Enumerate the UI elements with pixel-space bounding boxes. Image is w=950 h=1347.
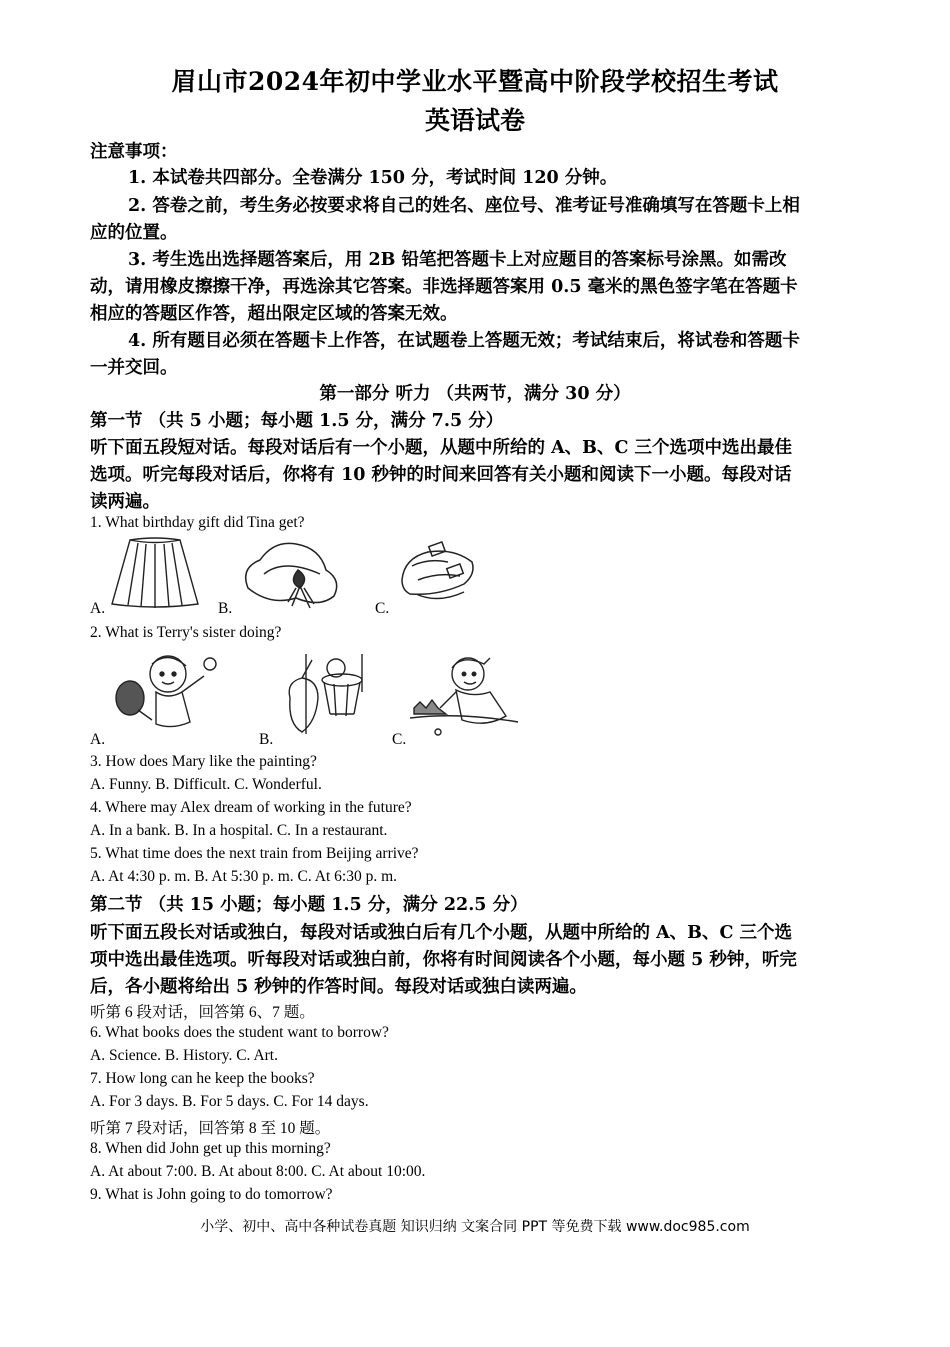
question-4: 4. Where may Alex dream of working in the future? [90, 799, 412, 816]
question-6: 6. What books does the student want to borrow? [90, 1024, 389, 1041]
tennis-girl-icon [112, 650, 224, 732]
notice-line: 4. 所有题目必须在答题卡上作答，在试题卷上答题无效；考试结束后，将试卷和答题卡 [128, 331, 800, 351]
q1-option-c: C. [375, 600, 390, 617]
q2-option-a: A. [90, 731, 106, 748]
notice-line: 应的位置。 [90, 223, 178, 243]
question-1: 1. What birthday gift did Tina get? [90, 514, 305, 531]
exam-subtitle: 英语试卷 [424, 106, 525, 135]
dialogue-6-intro: 听第 6 段对话，回答第 6、7 题。 [90, 1004, 315, 1021]
section2-instruction: 项中选出最佳选项。听每段对话或独白前，你将有时间阅读各个小题，每小题 5 秒钟，听完 [90, 950, 797, 970]
section1-instruction: 选项。听完每段对话后，你将有 10 秒钟的时间来回答有关小题和阅读下一小题。每段对话 [90, 465, 792, 485]
notice-line: 2. 答卷之前，考生务必按要求将自己的姓名、座位号、准考证号准确填写在答题卡上相 [128, 196, 800, 216]
basketball-icon [276, 652, 376, 736]
question-7: 7. How long can he keep the books? [90, 1070, 315, 1087]
q4-options: A. In a bank. B. In a hospital. C. In a restaurant. [90, 822, 388, 839]
q1-option-b: B. [218, 600, 233, 617]
skirt-icon [108, 536, 202, 608]
question-3: 3. How does Mary like the painting? [90, 753, 317, 770]
section1-instruction: 读两遍。 [90, 492, 160, 512]
q2-option-b: B. [259, 731, 274, 748]
q6-options: A. Science. B. History. C. Art. [90, 1047, 278, 1064]
section1-instruction: 听下面五段短对话。每段对话后有一个小题，从题中所给的 A、B、C 三个选项中选出最佳 [90, 438, 792, 458]
q8-options: A. At about 7:00. B. At about 8:00. C. At about 10:00. [90, 1163, 426, 1180]
q2-option-c: C. [392, 731, 407, 748]
q7-options: A. For 3 days. B. For 5 days. C. For 14 days. [90, 1093, 369, 1110]
q3-options: A. Funny. B. Difficult. C. Wonderful. [90, 776, 322, 793]
page-footer: 小学、初中、高中各种试卷真题 知识归纳 文案合同 PPT 等免费下载 www.doc985.com [200, 1219, 750, 1235]
notice-line: 1. 本试卷共四部分。全卷满分 150 分，考试时间 120 分钟。 [128, 168, 618, 188]
notice-line: 动，请用橡皮擦擦干净，再选涂其它答案。非选择题答案用 0.5 毫米的黑色签字笔在答题卡 [90, 277, 798, 297]
sandcastle-girl-icon [410, 652, 520, 738]
question-5: 5. What time does the next train from Beijing arrive? [90, 845, 419, 862]
notice-line: 3. 考生选出选择题答案后，用 2B 铅笔把答题卡上对应题目的答案标号涂黑。如需改 [128, 250, 787, 270]
notice-line: 一并交回。 [90, 358, 178, 378]
question-8: 8. When did John get up this morning? [90, 1140, 331, 1157]
dialogue-7-intro: 听第 7 段对话，回答第 8 至 10 题。 [90, 1120, 331, 1137]
section1-heading: 第一节 （共 5 小题；每小题 1.5 分，满分 7.5 分） [90, 411, 504, 431]
q5-options: A. At 4:30 p. m. B. At 5:30 p. m. C. At 6:30 p. m. [90, 868, 398, 885]
part1-heading: 第一部分 听力 （共两节，满分 30 分） [319, 384, 631, 404]
notice-line: 相应的答题区作答，超出限定区域的答案无效。 [90, 304, 458, 324]
question-9: 9. What is John going to do tomorrow? [90, 1186, 333, 1203]
q1-option-a: A. [90, 600, 106, 617]
section2-instruction: 后，各小题将给出 5 秒钟的作答时间。每段对话或独白读两遍。 [90, 977, 587, 997]
question-2: 2. What is Terry's sister doing? [90, 624, 282, 641]
sandals-icon [398, 540, 478, 608]
exam-title: 眉山市2024年初中学业水平暨高中阶段学校招生考试 [171, 67, 779, 96]
hat-icon [240, 538, 344, 610]
section2-instruction: 听下面五段长对话或独白，每段对话或独白后有几个小题，从题中所给的 A、B、C 三个选 [90, 923, 792, 943]
notice-heading: 注意事项： [90, 142, 178, 162]
section2-heading: 第二节 （共 15 小题；每小题 1.5 分，满分 22.5 分） [90, 895, 528, 915]
